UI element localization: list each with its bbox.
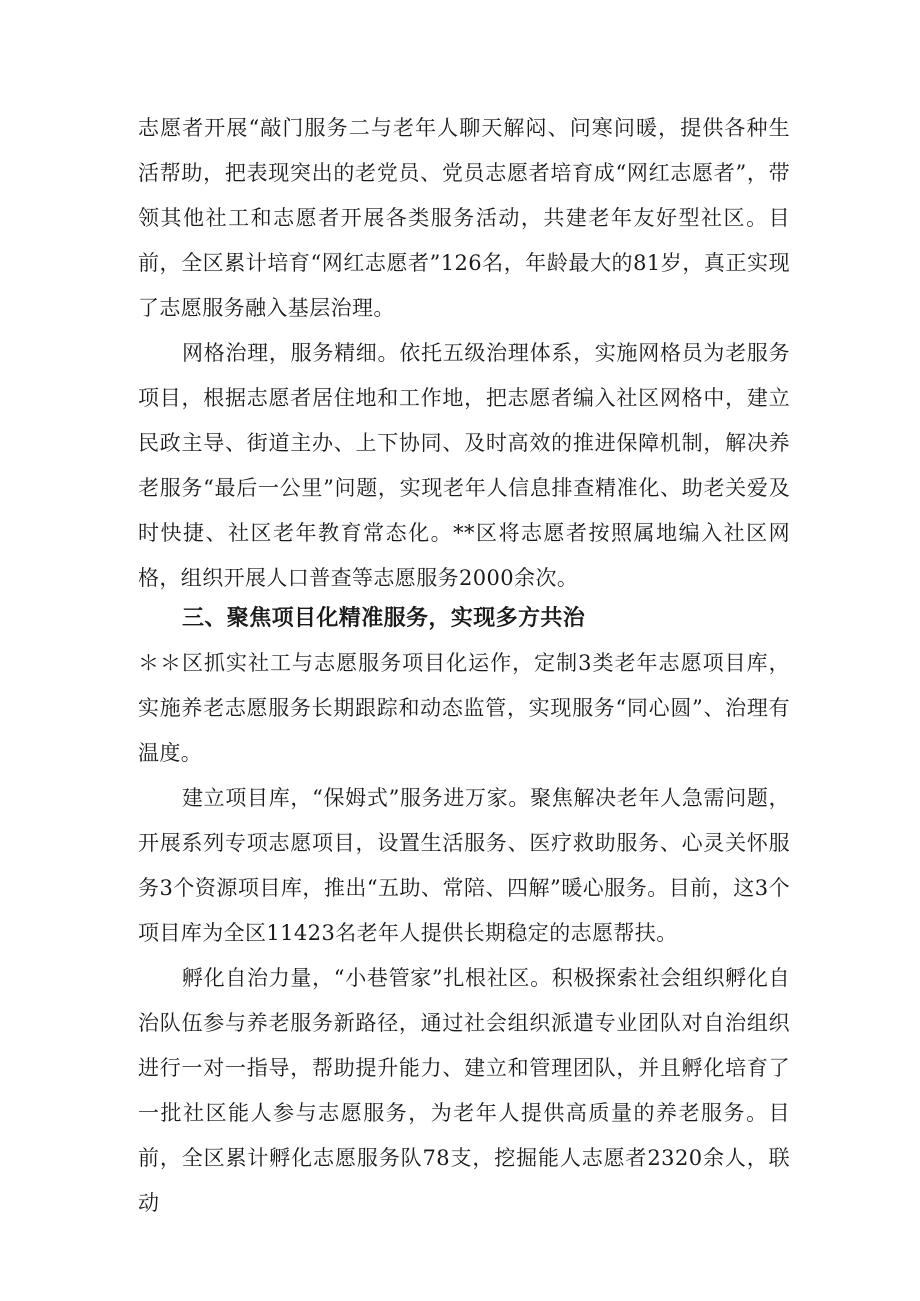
paragraph-project-library: 建立项目库，“保姆式”服务进万家。聚焦解决老年人急需问题，开展系列专项志愿项目，设置生活服务、医疗救助服务、心灵关怀服务3个资源项目库，推出“五助、常陪、四解”暖心服务。目前，这3个项目库为全区11423名老年人提供长期稳定的志愿帮扶。 — [138, 786, 790, 945]
paragraph-grid-governance: 网格治理，服务精细。依托五级治理体系，实施网格员为老服务项目，根据志愿者居住地和工作地，把志愿者编入社区网格中，建立民政主导、街道主办、上下协同、及时高效的推进保障机制，解决养老服务“最后一公里”问题，实现老年人信息排查精准化、助老关爱及时快捷、社区老年教育常态化。**区将志愿者按照属地编入社区网格，组织开展人口普查等志愿服务2000余次。 — [138, 341, 790, 590]
paragraph-volunteer-services: 志愿者开展“敲门服务二与老年人聊天解闷、问寒问暖，提供各种生活帮助，把表现突出的老党员、党员志愿者培育成“网红志愿者”，带领其他社工和志愿者开展各类服务活动，共建老年友好型社区。目前，全区累计培育“网红志愿者”126名，年龄最大的81岁，真正实现了志愿服务融入基层治理。 — [138, 116, 790, 320]
paragraph-self-governance: 孵化自治力量，“小巷管家”扎根社区。积极探索社会组织孵化自治队伍参与养老服务新路径，通过社会组织派遣专业团队对自治组织进行一对一指导，帮助提升能力、建立和管理团队，并且孵化培育了一批社区能人参与志愿服务，为老年人提供高质量的养老服务。目前，全区累计孵化志愿服务队78支，挖掘能人志愿者2320余人，联动 — [138, 966, 790, 1215]
section-heading: 三、聚焦项目化精准服务，实现多方共治 — [182, 606, 586, 631]
paragraph-project-operation: ＊＊区抓实社工与志愿服务项目化运作，定制3类老年志愿项目库，实施养老志愿服务长期跟踪和动态监管，实现服务“同心圆”、治理有温度。 — [138, 651, 790, 765]
